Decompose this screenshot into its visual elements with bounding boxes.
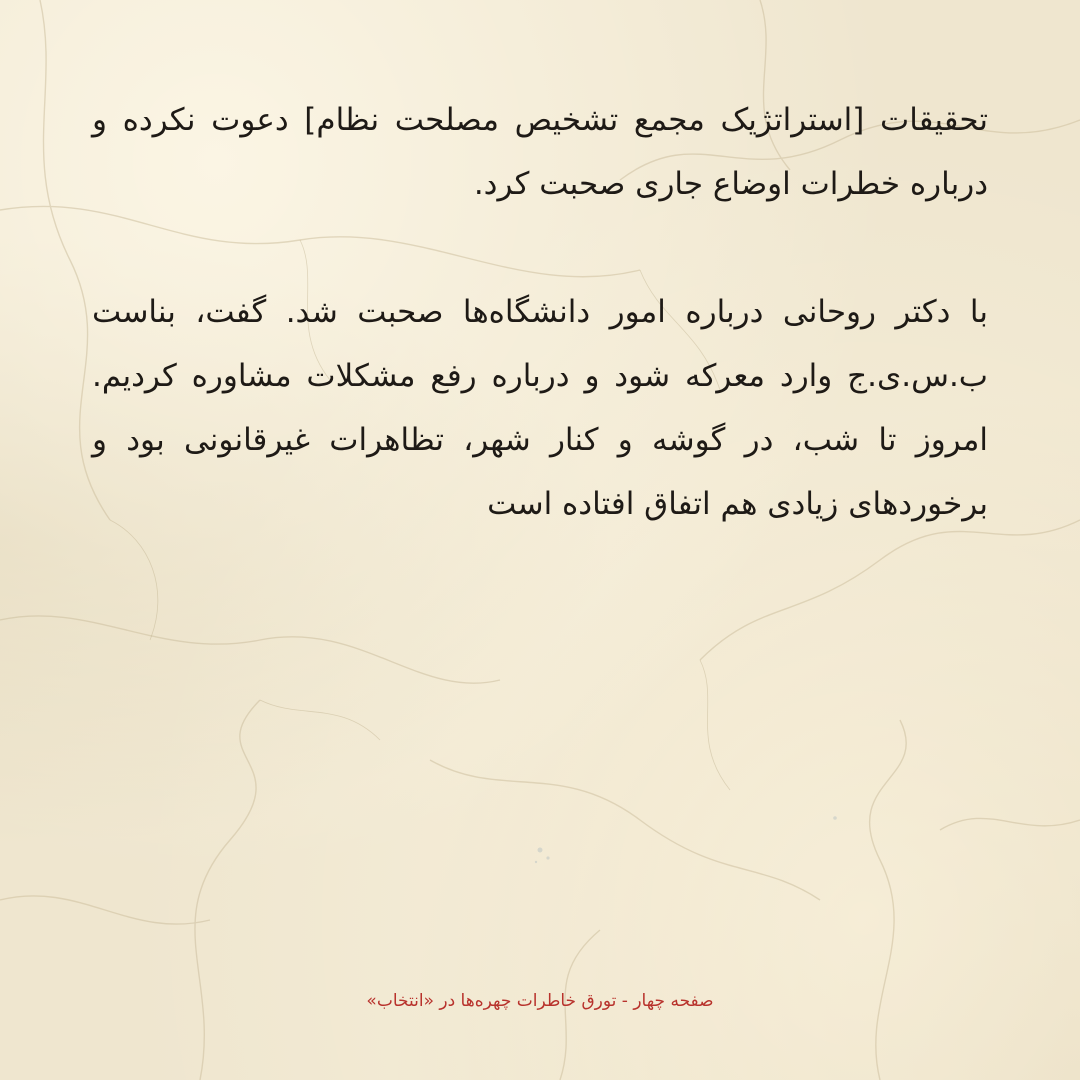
paragraph-gap [92, 216, 988, 280]
footer-caption: صفحه چهار - تورق خاطرات چهره‌ها در «انتخاب» [366, 991, 714, 1011]
paragraph-1: تحقیقات [استراتژیک مجمع تشخیص مصلحت نظام] دعوت نکرده و درباره خطرات اوضاع جاری صحبت کرد. [92, 102, 988, 202]
memoir-text [92, 88, 988, 536]
paragraph-2: با دکتر روحانی درباره امور دانشگاه‌ها صحبت شد. گفت، بناست ب.س.ی.ج وارد معرکه شود و درباره رفع مشکلات مشاوره کردیم. امروز تا شب، در گوشه و کنار شهر، تظاهرات غیرقانونی بود و برخوردهای زیادی هم اتفاق افتاده است [92, 294, 988, 522]
